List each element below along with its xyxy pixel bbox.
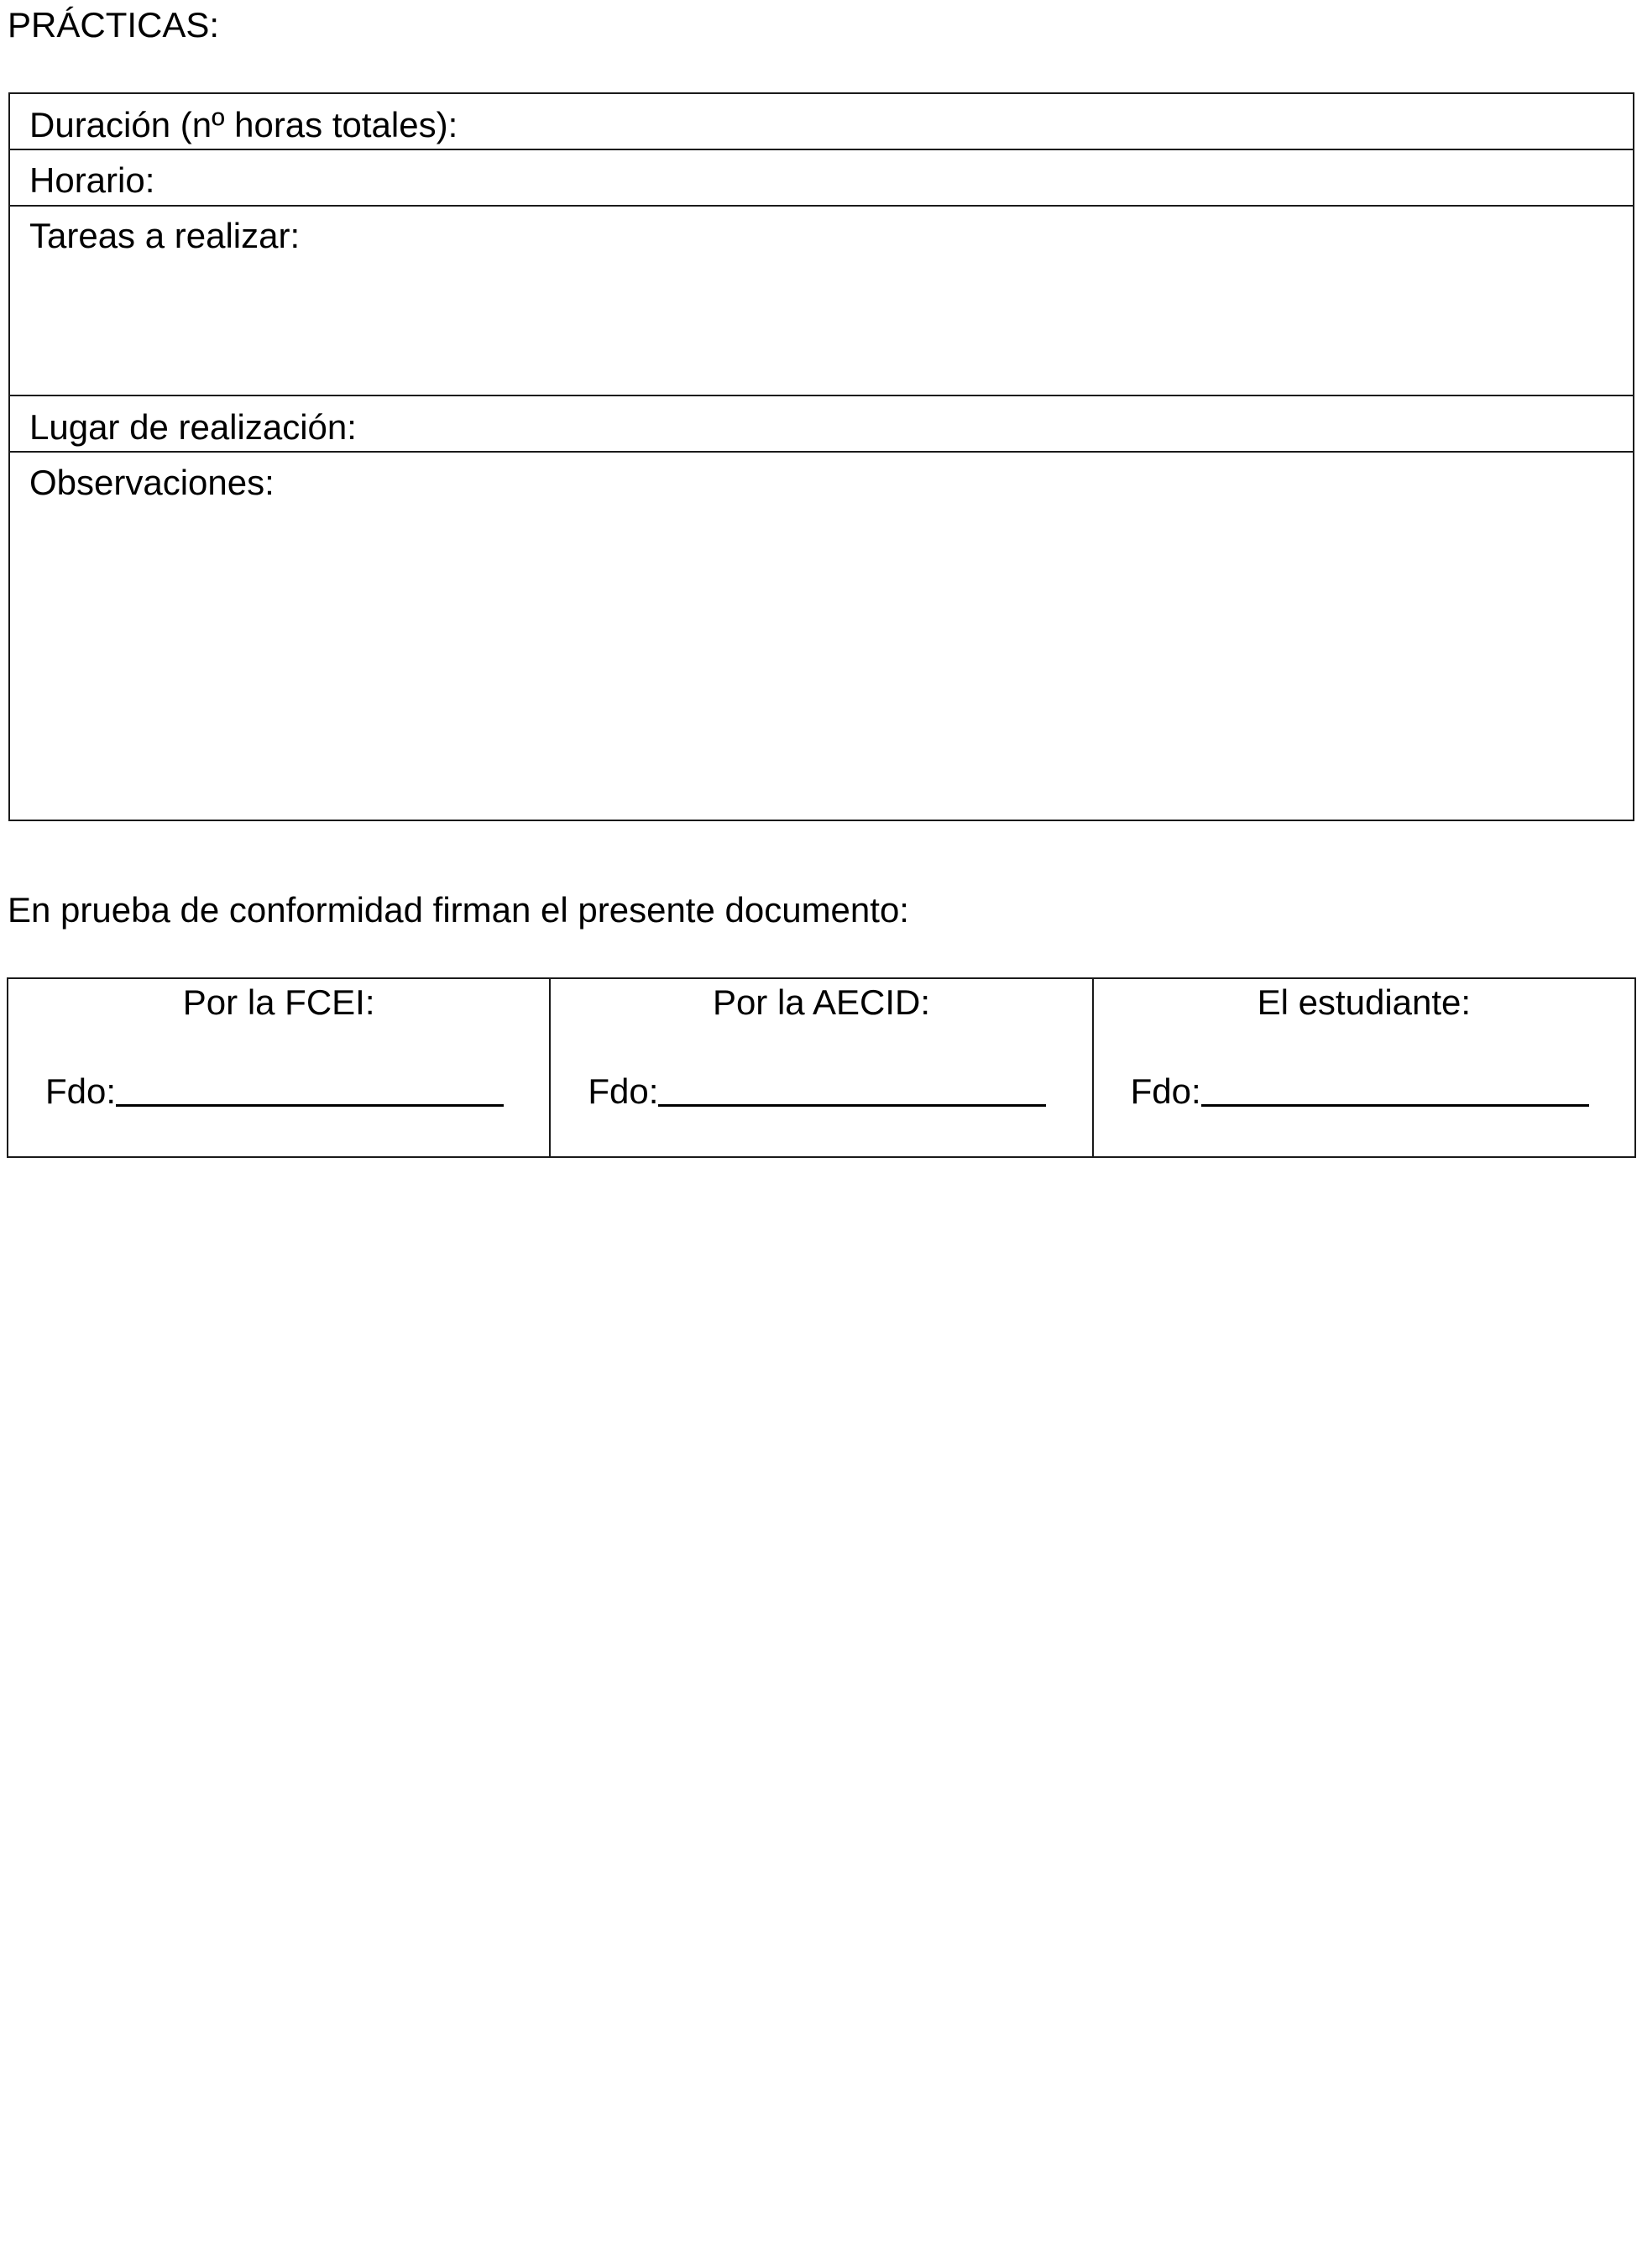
fdo-label: Fdo:: [588, 1071, 659, 1111]
duracion-row: [10, 94, 1633, 150]
signature-cell-fcei: [8, 979, 549, 1156]
signature-rule: [1201, 1104, 1589, 1107]
signature-cell-estudiante: [1092, 979, 1634, 1156]
lugar-label: Lugar de realización:: [29, 407, 357, 447]
horario-row: [10, 150, 1633, 207]
signature-line: [588, 1070, 1046, 1113]
fdo-label: Fdo:: [1130, 1071, 1201, 1111]
observaciones-row: [10, 453, 1633, 820]
signature-line: [1131, 1070, 1589, 1113]
duracion-label: Duración (nº horas totales):: [29, 105, 458, 144]
signatures-table: [7, 977, 1636, 1158]
tareas-label: Tareas a realizar:: [29, 216, 301, 255]
horario-label: Horario:: [29, 160, 155, 200]
signature-line: [45, 1070, 504, 1113]
lugar-row: [10, 396, 1633, 453]
signature-rule: [658, 1104, 1046, 1107]
signature-title: Por la AECID:: [712, 982, 931, 1022]
observaciones-label: Observaciones:: [29, 463, 275, 502]
signature-rule: [116, 1104, 504, 1107]
fdo-label: Fdo:: [45, 1071, 117, 1111]
signature-cell-aecid: [549, 979, 1091, 1156]
signature-title: El estudiante:: [1257, 982, 1472, 1022]
practicas-table: [8, 92, 1634, 821]
conformidad-statement: En prueba de conformidad firman el presente documento:: [8, 890, 909, 930]
signature-title: Por la FCEI:: [182, 982, 375, 1022]
tareas-row: [10, 207, 1633, 396]
section-heading: PRÁCTICAS:: [8, 5, 220, 45]
